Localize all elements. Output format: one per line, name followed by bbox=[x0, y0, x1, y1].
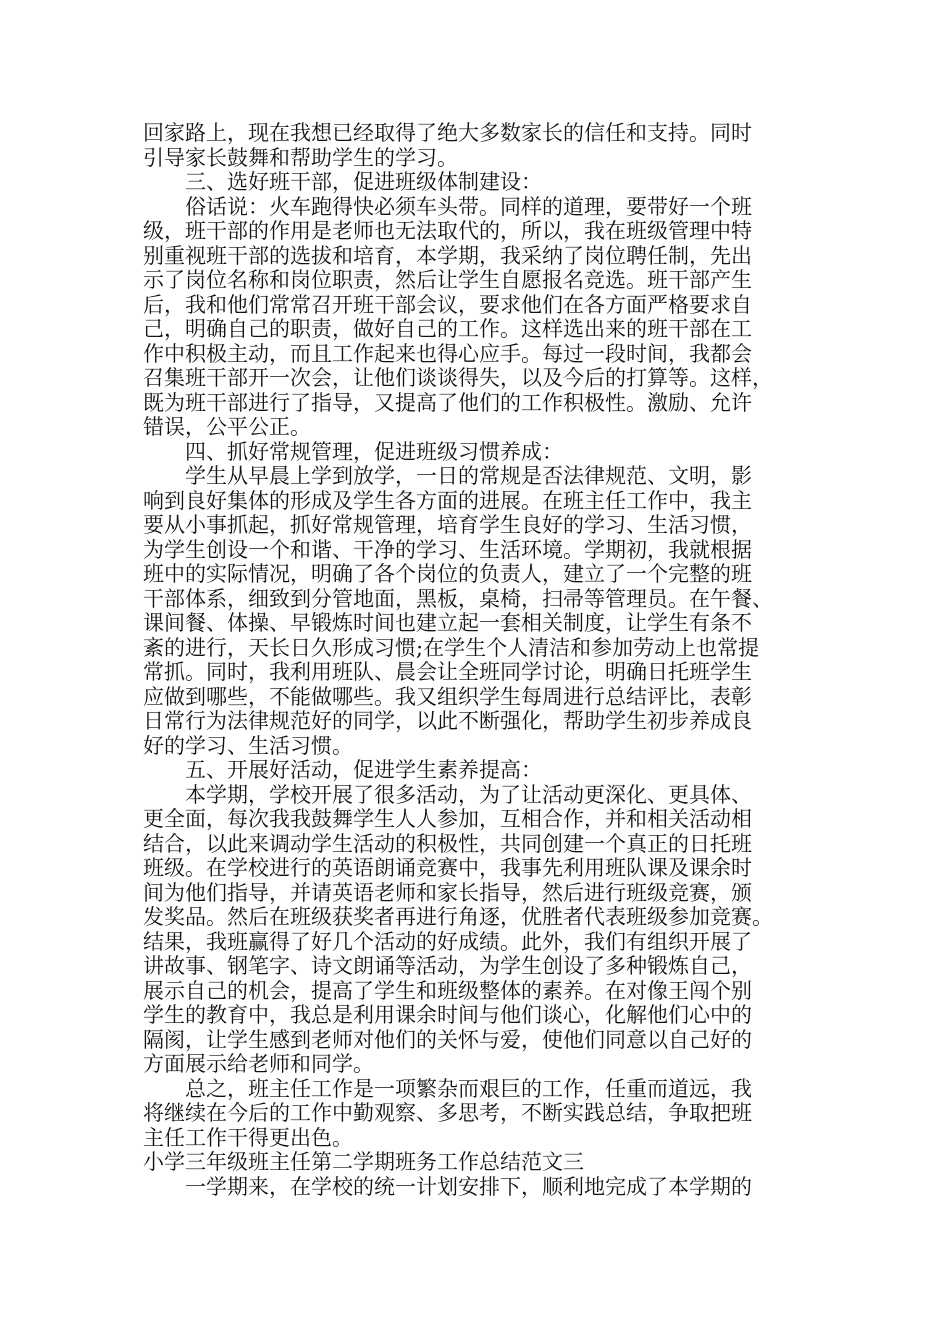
text-line: 四、抓好常规管理，促进班级习惯养成： bbox=[185, 439, 563, 464]
text-line: 响到良好集体的形成及学生各方面的进展。在班主任工作中，我主 bbox=[143, 488, 752, 513]
text-line: 回家路上，现在我想已经取得了绝大多数家长的信任和支持。同时 bbox=[143, 121, 752, 145]
text-line: 学生的教育中，我总是利用课余时间与他们谈心，化解他们心中的 bbox=[143, 1003, 752, 1027]
text-line: 班中的实际情况，明确了各个岗位的负责人，建立了一个完整的班 bbox=[143, 562, 752, 586]
text-line: 小学三年级班主任第二学期班务工作总结范文三 bbox=[143, 1150, 584, 1174]
text-line: 召集班干部开一次会，让他们谈谈得失，以及今后的打算等。这样， bbox=[143, 366, 773, 390]
text-line: 为学生创设一个和谐、干净的学习、生活环境。学期初，我就根据 bbox=[143, 537, 752, 562]
text-line: 引导家长鼓舞和帮助学生的学习。 bbox=[143, 145, 458, 170]
text-line: 结果，我班赢得了好几个活动的好成绩。此外，我们有组织开展了 bbox=[143, 929, 752, 954]
text-line: 别重视班干部的选拔和培育，本学期，我采纳了岗位聘任制，先出 bbox=[143, 243, 752, 268]
text-line: 作中积极主动，而且工作起来也得心应手。每过一段时间，我都会 bbox=[143, 341, 752, 366]
document-body bbox=[143, 121, 823, 1199]
text-line: 己，明确自己的职责，做好自己的工作。这样选出来的班干部在工 bbox=[143, 317, 752, 341]
text-line: 方面展示给老师和同学。 bbox=[143, 1052, 374, 1076]
text-line: 级，班干部的作用是老师也无法取代的，所以，我在班级管理中特 bbox=[143, 219, 752, 243]
text-line: 课间餐、体操、早锻炼时间也建立起一套相关制度，让学生有条不 bbox=[143, 611, 752, 635]
text-line: 常抓。同时，我利用班队、晨会让全班同学讨论，明确日托班学生 bbox=[143, 660, 752, 684]
text-line: 错误，公平公正。 bbox=[143, 415, 311, 439]
text-line: 干部体系，细致到分管地面，黑板，桌椅，扫帚等管理员。在午餐、 bbox=[143, 586, 773, 611]
text-line: 三、选好班干部，促进班级体制建设： bbox=[185, 170, 542, 194]
text-line: 好的学习、生活习惯。 bbox=[143, 733, 353, 758]
text-line: 既为班干部进行了指导，又提高了他们的工作积极性。激励、允许 bbox=[143, 390, 752, 415]
text-line: 隔阂，让学生感到老师对他们的关怀与爱，使他们同意以自己好的 bbox=[143, 1027, 752, 1052]
text-line: 将继续在今后的工作中勤观察、多思考，不断实践总结，争取把班 bbox=[143, 1101, 752, 1125]
text-line: 紊的进行，天长日久形成习惯;在学生个人清洁和参加劳动上也常提 bbox=[143, 635, 760, 660]
text-line: 讲故事、钢笔字、诗文朗诵等活动，为学生创设了多种锻炼自己， bbox=[143, 954, 752, 978]
text-line: 应做到哪些，不能做哪些。我又组织学生每周进行总结评比，表彰 bbox=[143, 684, 752, 709]
text-line: 主任工作干得更出色。 bbox=[143, 1125, 353, 1150]
text-line: 结合，以此来调动学生活动的积极性，共同创建一个真正的日托班 bbox=[143, 831, 752, 856]
text-line: 间为他们指导，并请英语老师和家长指导，然后进行班级竞赛，颁 bbox=[143, 880, 752, 905]
text-line: 要从小事抓起，抓好常规管理，培育学生良好的学习、生活习惯， bbox=[143, 513, 752, 537]
text-line: 学生从早晨上学到放学，一日的常规是否法律规范、文明，影 bbox=[185, 464, 752, 488]
text-line: 日常行为法律规范好的同学，以此不断强化，帮助学生初步养成良 bbox=[143, 709, 752, 733]
text-line: 更全面，每次我我鼓舞学生人人参加，互相合作，并和相关活动相 bbox=[143, 807, 752, 831]
text-line: 一学期来，在学校的统一计划安排下，顺利地完成了本学期的 bbox=[185, 1174, 752, 1199]
text-line: 后，我和他们常常召开班干部会议，要求他们在各方面严格要求自 bbox=[143, 292, 752, 317]
text-line: 本学期，学校开展了很多活动，为了让活动更深化、更具体、 bbox=[185, 782, 752, 807]
text-line: 总之，班主任工作是一项繁杂而艰巨的工作，任重而道远，我 bbox=[185, 1076, 752, 1101]
text-line: 班级。在学校进行的英语朗诵竞赛中，我事先利用班队课及课余时 bbox=[143, 856, 752, 880]
text-line: 示了岗位名称和岗位职责，然后让学生自愿报名竞选。班干部产生 bbox=[143, 268, 752, 292]
text-line: 五、开展好活动，促进学生素养提高： bbox=[185, 758, 542, 782]
text-line: 展示自己的机会，提高了学生和班级整体的素养。在对像王闯个别 bbox=[143, 978, 752, 1003]
text-line: 发奖品。然后在班级获奖者再进行角逐，优胜者代表班级参加竞赛。 bbox=[143, 905, 773, 929]
text-line: 俗话说：火车跑得快必须车头带。同样的道理，要带好一个班 bbox=[185, 194, 752, 219]
